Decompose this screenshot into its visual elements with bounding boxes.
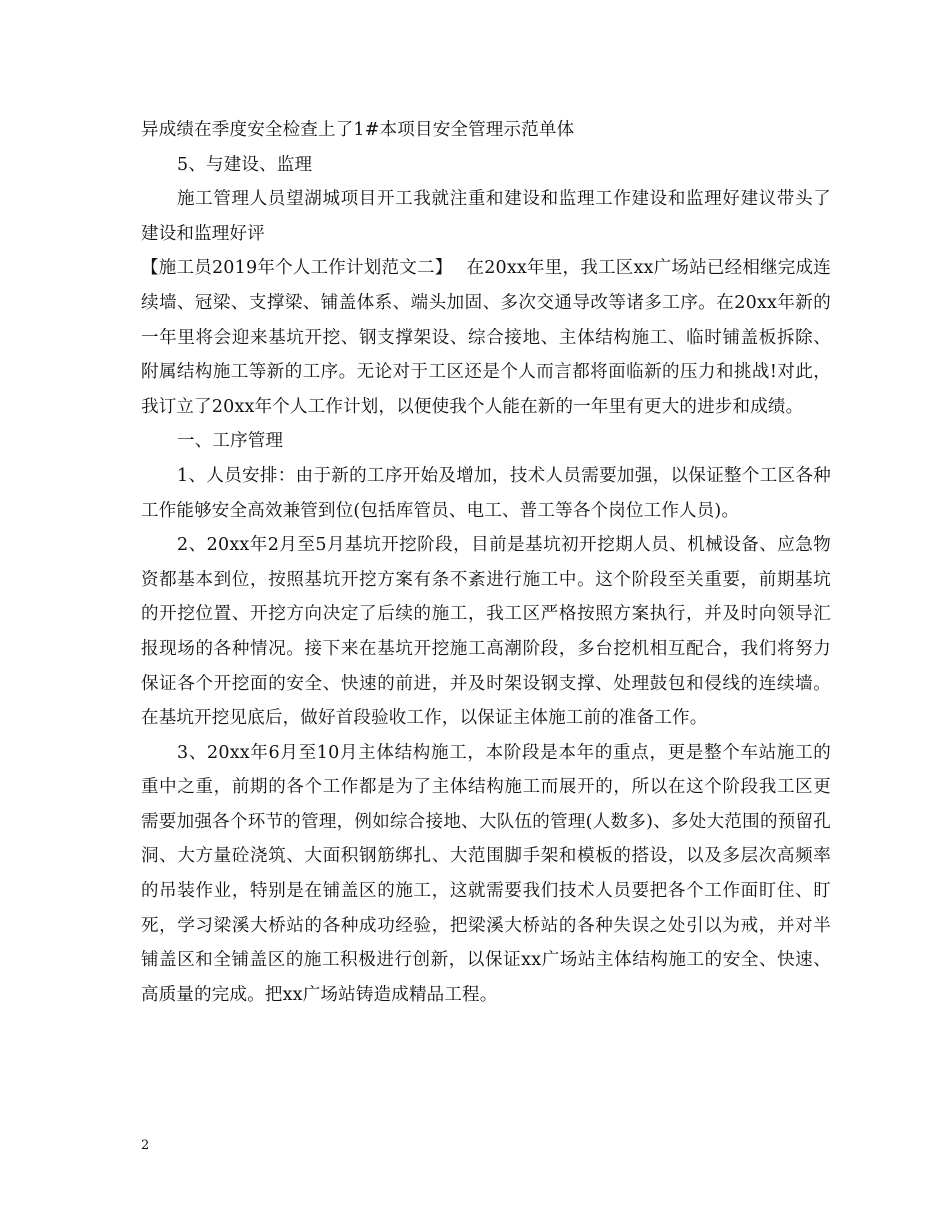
plan-title: 【施工员2019年个人工作计划范文二】	[141, 258, 453, 279]
paragraph-main-structure-phase: 3、20xx年6月至10月主体结构施工，本阶段是本年的重点，更是整个车站施工的重中之重，前期的各个工作都是为了主体结构施工而展开的，所以在这个阶段我工区更需要加强各个环节的管理，例如综合接地、大队伍的管理(人数多)、多处大范围的预留孔洞、大方量砼浇筑、大面积钢筋绑扎、大范围脚手架和模板的搭设，以及多层次高频率的吊装作业，特别是在铺盖区的施工，这就需要我们技术人员要把各个工作面盯住、盯死，学习梁溪大桥站的各种成功经验，把梁溪大桥站的各种失误之处引以为戒，并对半铺盖区和全铺盖区的施工积极进行创新，以保证xx广场站主体结构施工的安全、快速、高质量的完成。把xx广场站铸造成精品工程。	[141, 742, 831, 1005]
paragraph-plan-intro	[141, 251, 831, 424]
section-heading-supervision: 5、与建设、监理	[177, 154, 313, 175]
paragraph-supervision: 施工管理人员望湖城项目开工我就注重和建设和监理工作建设和监理好建议带头了建设和监理好评	[141, 189, 831, 244]
paragraph-continuation: 异成绩在季度安全检查上了1#本项目安全管理示范单体	[141, 120, 575, 140]
paragraph-staffing: 1、人员安排：由于新的工序开始及增加，技术人员需要加强，以保证整个工区各种工作能够安全高效兼管到位(包括库管员、电工、普工等各个岗位工作人员)。	[141, 465, 831, 521]
document-body	[141, 113, 831, 1012]
section-heading-process-management: 一、工序管理	[177, 431, 284, 452]
plan-intro-text: 在20xx年里，我工区xx广场站已经相继完成连续墙、冠梁、支撑梁、铺盖体系、端头加固、多次交通导改等诸多工序。在20xx年新的一年里将会迎来基坑开挖、钢支撑架设、综合接地、主体结构施工、临时铺盖板拆除、附属结构施工等新的工序。无论对于工区还是个人而言都将面临新的压力和挑战!对此，我订立了20xx年个人工作计划，以便使我个人能在新的一年里有更大的进步和成绩。	[141, 258, 831, 417]
paragraph-excavation-phase: 2、20xx年2月至5月基坑开挖阶段，目前是基坑初开挖期人员、机械设备、应急物资都基本到位，按照基坑开挖方案有条不紊进行施工中。这个阶段至关重要，前期基坑的开挖位置、开挖方向决定了后续的施工，我工区严格按照方案执行，并及时向领导汇报现场的各种情况。接下来在基坑开挖施工高潮阶段，多台挖机相互配合，我们将努力保证各个开挖面的安全、快速的前进，并及时架设钢支撑、处理鼓包和侵线的连续墙。在基坑开挖见底后，做好首段验收工作，以保证主体施工前的准备工作。	[141, 535, 831, 729]
page-number: 2	[141, 1138, 150, 1153]
